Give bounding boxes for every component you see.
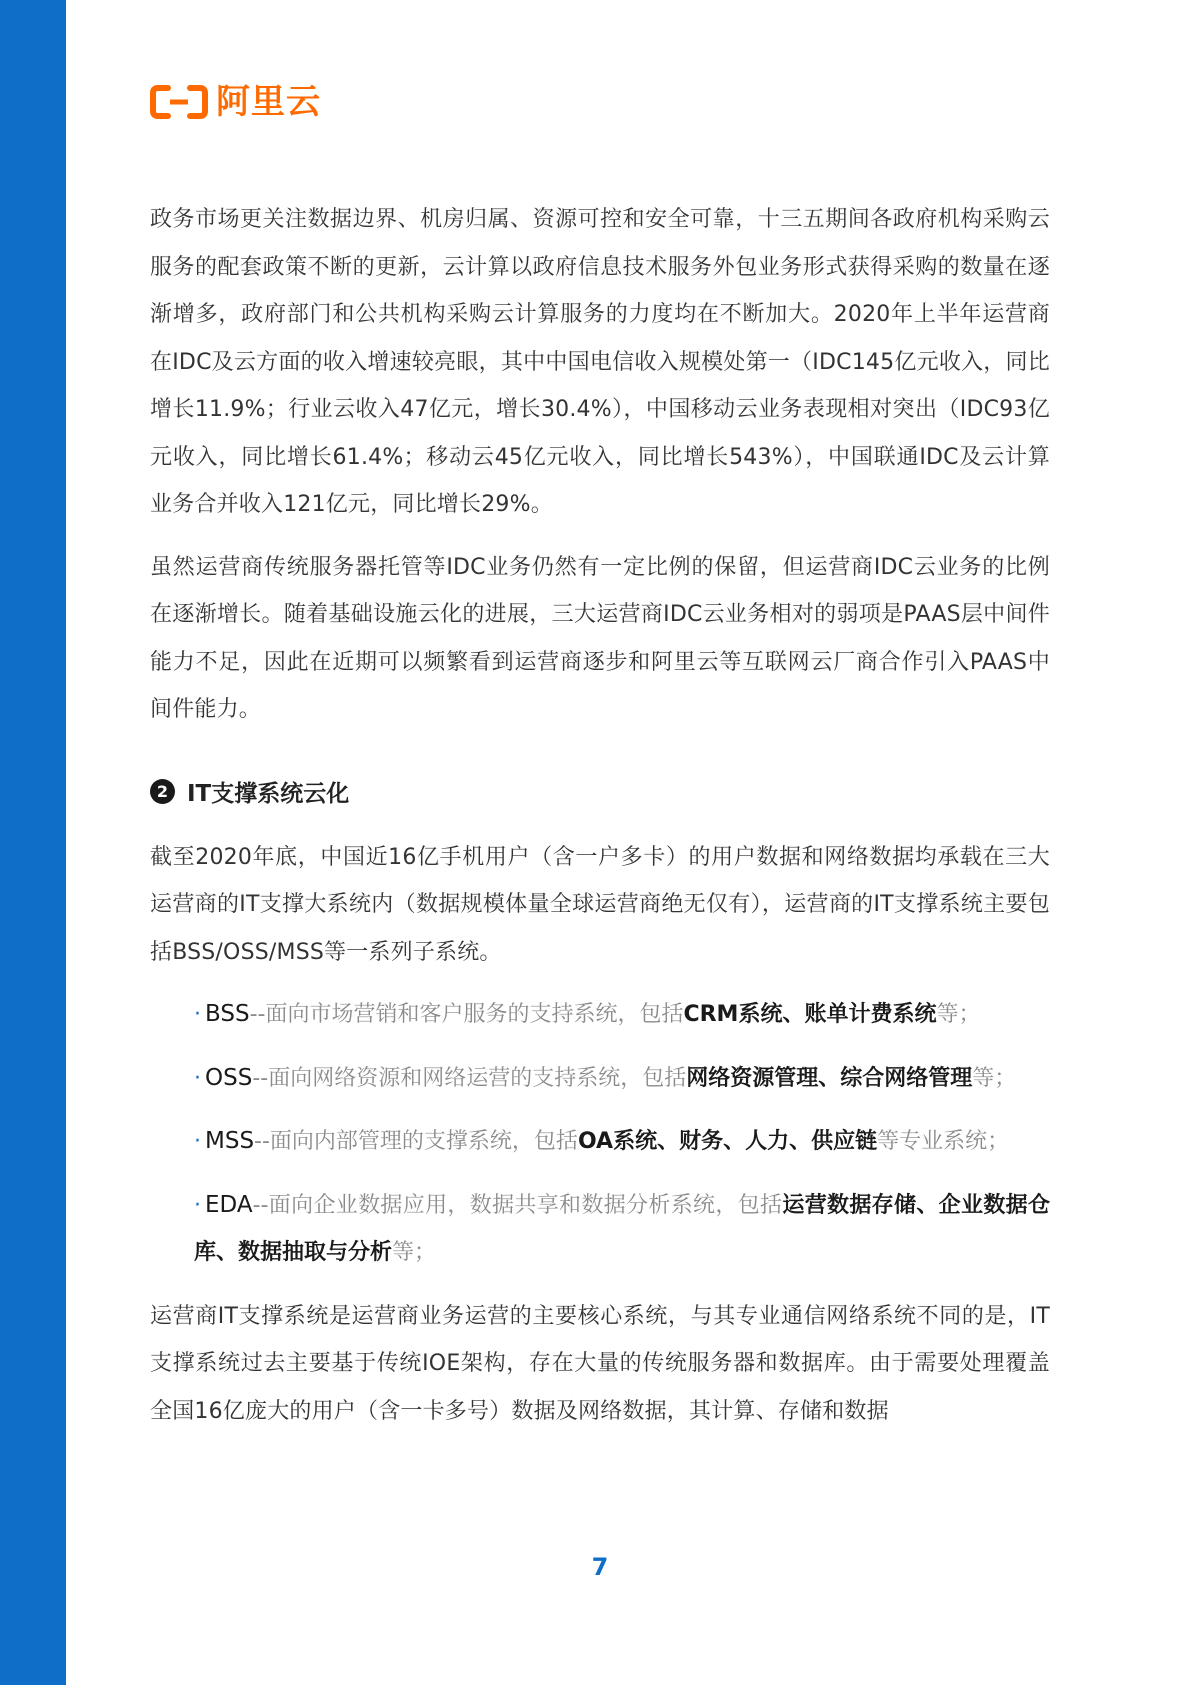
bullet-tail: 等专业系统； — [877, 1129, 1010, 1154]
bullet-description: --面向网络资源和网络运营的支持系统，包括 — [252, 1065, 687, 1091]
aliyun-bracket-icon — [150, 85, 208, 119]
bullet-tail: 等； — [392, 1240, 437, 1265]
bullet-term: MSS — [205, 1128, 255, 1154]
bullet-term: OSS — [205, 1064, 253, 1091]
paragraph-closing: 运营商IT支撑系统是运营商业务运营的主要核心系统，与其专业通信网络系统不同的是，IT支撑系统过去主要基于传统IOE架构，存在大量的传统服务器和数据库。由于需要处理覆盖全国16亿庞大的用户（含一卡多号）数据及网络数据，其计算、存储和数据 — [150, 1303, 1050, 1424]
list-item-mss — [194, 1118, 1050, 1166]
page-number: 7 — [591, 1553, 609, 1581]
bullet-tail: 等； — [972, 1065, 1017, 1091]
bullet-highlight: OA系统、财务、人力、供应链 — [577, 1129, 878, 1154]
bullet-dot-icon: · — [194, 1129, 201, 1154]
section-heading — [150, 772, 1050, 812]
section-title: IT支撑系统云化 — [187, 781, 350, 807]
paragraph-section-intro: 截至2020年底，中国近16亿手机用户（含一户多卡）的用户数据和网络数据均承载在三大运营商的IT支撑大系统内（数据规模体量全球运营商绝无仅有），运营商的IT支撑系统主要包括BSS/OSS/MSS等一系列子系统。 — [150, 844, 1050, 965]
list-item-bss — [194, 991, 1050, 1039]
bullet-description: --面向企业数据应用，数据共享和数据分析系统，包括 — [252, 1192, 783, 1218]
list-item-oss — [194, 1055, 1050, 1103]
bullet-term: EDA — [205, 1191, 253, 1218]
bullet-dot-icon: · — [194, 1002, 201, 1027]
left-accent-bar — [0, 0, 66, 1685]
brand-logo — [150, 82, 321, 122]
bullet-tail: 等； — [936, 1002, 981, 1027]
bullet-term: BSS — [205, 1001, 250, 1027]
page-content — [150, 196, 1050, 1450]
list-item-eda — [194, 1182, 1050, 1277]
bullet-dot-icon: · — [194, 1065, 201, 1091]
bullet-dot-icon: · — [194, 1192, 201, 1218]
bullet-highlight: CRM系统、账单计费系统 — [683, 1002, 937, 1027]
subsystem-list — [150, 991, 1050, 1277]
paragraph-idc-cloud: 虽然运营商传统服务器托管等IDC业务仍然有一定比例的保留，但运营商IDC云业务的比例在逐渐增长。随着基础设施云化的进展，三大运营商IDC云业务相对的弱项是PAAS层中间件能力不足，因此在近期可以频繁看到运营商逐步和阿里云等互联网云厂商合作引入PAAS中间件能力。 — [150, 554, 1050, 722]
bullet-description: --面向市场营销和客户服务的支持系统，包括 — [249, 1002, 684, 1027]
paragraph-government-market: 政务市场更关注数据边界、机房归属、资源可控和安全可靠，十三五期间各政府机构采购云服务的配套政策不断的更新，云计算以政府信息技术服务外包业务形式获得采购的数量在逐渐增多，政府部门和公共机构采购云计算服务的力度均在不断加大。2020年上半年运营商在IDC及云方面的收入增速较亮眼，其中中国电信收入规模处第一（IDC145亿元收入，同比增长11.9%；行业云收入47亿元，增长30.4%），中国移动云业务表现相对突出（IDC93亿元收入，同比增长61.4%；移动云45亿元收入，同比增长543%），中国联通IDC及云计算业务合并收入121亿元，同比增长29%。 — [150, 207, 1050, 517]
bullet-highlight: 运营数据存储、企业数据仓库、数据抽取与分析 — [194, 1192, 1050, 1265]
brand-name: 阿里云 — [216, 82, 321, 122]
bullet-highlight: 网络资源管理、综合网络管理 — [686, 1065, 973, 1091]
section-number-badge: 2 — [150, 779, 175, 804]
bullet-description: --面向内部管理的支撑系统，包括 — [254, 1129, 578, 1154]
